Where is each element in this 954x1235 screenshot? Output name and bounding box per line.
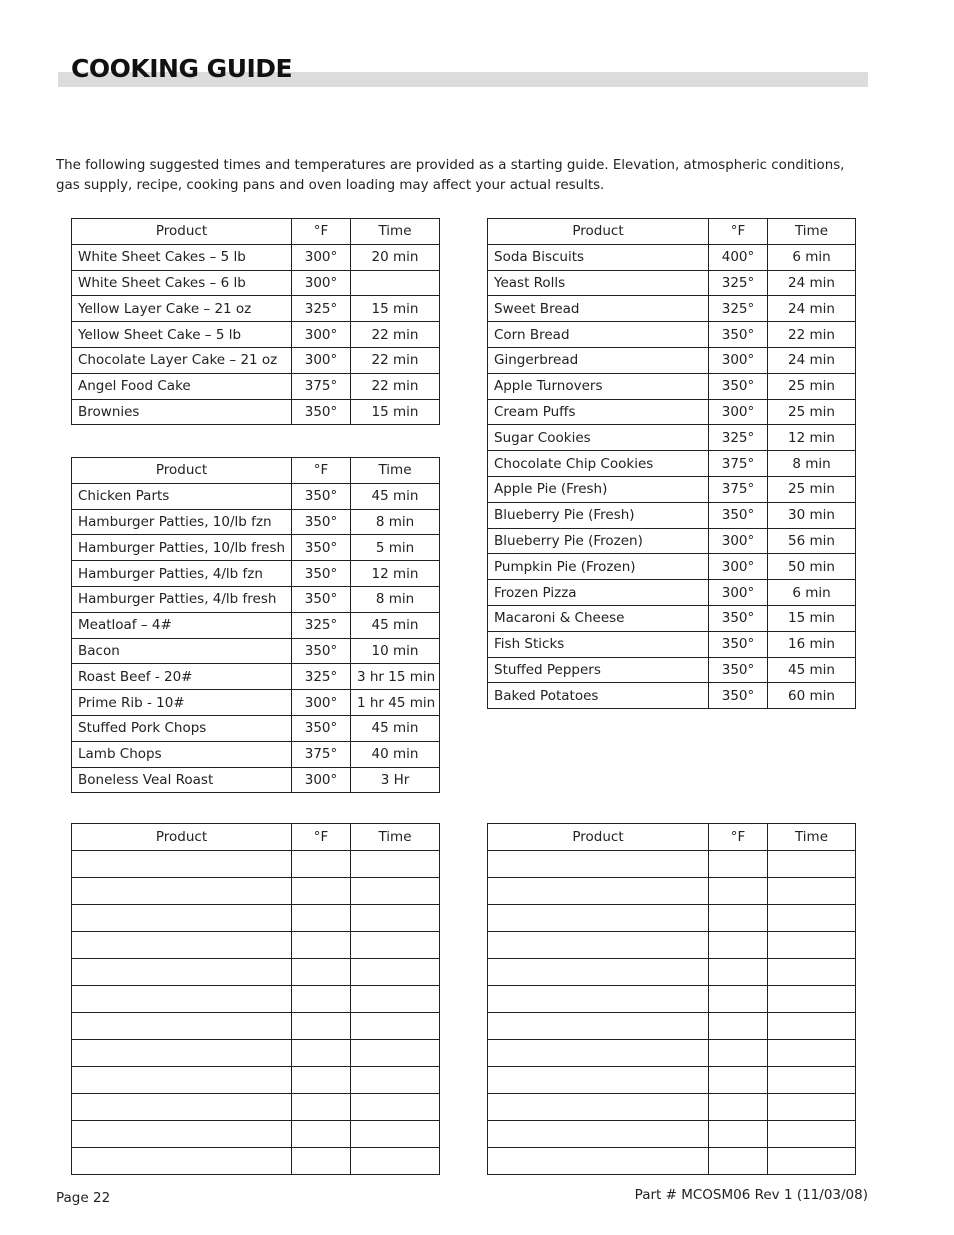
- temperature-cell: [292, 851, 351, 878]
- product-header: Product: [488, 824, 709, 851]
- time-cell: [351, 878, 440, 905]
- product-cell: White Sheet Cakes – 6 lb: [72, 270, 292, 296]
- table-row: [72, 690, 440, 716]
- temperature-cell: [292, 1040, 351, 1067]
- product-cell: Yellow Layer Cake – 21 oz: [72, 296, 292, 322]
- table-row: [488, 347, 856, 373]
- temperature-cell: 325°: [292, 612, 351, 638]
- time-header: Time: [351, 824, 440, 851]
- table-row: [488, 296, 856, 322]
- time-cell: [351, 270, 440, 296]
- time-cell: [351, 1121, 440, 1148]
- product-cell: Hamburger Patties, 4/lb fzn: [72, 561, 292, 587]
- product-cell: [72, 905, 292, 932]
- time-header: Time: [351, 219, 440, 245]
- table-row: [488, 1094, 856, 1121]
- product-cell: [72, 878, 292, 905]
- part-number: Part # MCOSM06 Rev 1 (11/03/08): [634, 1187, 868, 1203]
- table-row: [488, 878, 856, 905]
- table-row: [72, 715, 440, 741]
- temperature-cell: 300°: [292, 767, 351, 793]
- product-cell: Boneless Veal Roast: [72, 767, 292, 793]
- product-cell: [72, 1121, 292, 1148]
- temperature-cell: 375°: [709, 476, 768, 502]
- table-row: [488, 580, 856, 606]
- time-cell: 45 min: [351, 612, 440, 638]
- product-cell: Hamburger Patties, 4/lb fresh: [72, 586, 292, 612]
- temperature-cell: [292, 986, 351, 1013]
- product-cell: [488, 878, 709, 905]
- table-row: [72, 1067, 440, 1094]
- table-row: [72, 561, 440, 587]
- time-cell: 45 min: [351, 715, 440, 741]
- temperature-cell: 350°: [292, 483, 351, 509]
- product-cell: Blueberry Pie (Fresh): [488, 502, 709, 528]
- temperature-cell: 300°: [292, 270, 351, 296]
- time-cell: [351, 1094, 440, 1121]
- product-cell: Roast Beef - 20#: [72, 664, 292, 690]
- table-row: [72, 586, 440, 612]
- time-cell: 22 min: [351, 347, 440, 373]
- table-row: [72, 399, 440, 425]
- product-cell: [488, 1040, 709, 1067]
- table-row: [72, 535, 440, 561]
- temperature-cell: 350°: [292, 586, 351, 612]
- time-cell: [351, 851, 440, 878]
- time-cell: 22 min: [351, 322, 440, 348]
- time-cell: [768, 1148, 856, 1175]
- time-cell: [351, 986, 440, 1013]
- product-cell: Baked Potatoes: [488, 683, 709, 709]
- temperature-cell: [292, 932, 351, 959]
- product-cell: [488, 959, 709, 986]
- product-cell: [72, 1148, 292, 1175]
- product-cell: Brownies: [72, 399, 292, 425]
- temperature-cell: 350°: [292, 509, 351, 535]
- time-cell: [768, 905, 856, 932]
- temperature-cell: 300°: [709, 554, 768, 580]
- temperature-cell: [709, 1148, 768, 1175]
- table-row: [72, 932, 440, 959]
- table-row: [488, 244, 856, 270]
- product-cell: Yellow Sheet Cake – 5 lb: [72, 322, 292, 348]
- temperature-cell: [709, 932, 768, 959]
- time-cell: [351, 959, 440, 986]
- time-cell: 12 min: [351, 561, 440, 587]
- table-row: [488, 1148, 856, 1175]
- table-row: [72, 1148, 440, 1175]
- time-cell: 24 min: [768, 347, 856, 373]
- time-cell: 3 hr 15 min: [351, 664, 440, 690]
- temperature-cell: 300°: [292, 347, 351, 373]
- time-cell: [768, 1067, 856, 1094]
- table-row: [72, 1121, 440, 1148]
- table-row: [72, 664, 440, 690]
- page-number: Page 22: [56, 1190, 111, 1206]
- time-cell: 22 min: [351, 373, 440, 399]
- time-cell: [351, 1013, 440, 1040]
- time-cell: 25 min: [768, 373, 856, 399]
- temperature-cell: 350°: [709, 502, 768, 528]
- temperature-cell: [709, 878, 768, 905]
- temperature-cell: [292, 959, 351, 986]
- temperature-cell: [709, 905, 768, 932]
- table-row: [72, 373, 440, 399]
- product-cell: Yeast Rolls: [488, 270, 709, 296]
- time-cell: 56 min: [768, 528, 856, 554]
- table-row: [488, 322, 856, 348]
- product-cell: [72, 959, 292, 986]
- time-cell: [351, 1040, 440, 1067]
- table-row: [488, 554, 856, 580]
- table-row: [72, 638, 440, 664]
- temperature-cell: 300°: [292, 322, 351, 348]
- table-row: [72, 1013, 440, 1040]
- product-cell: Corn Bread: [488, 322, 709, 348]
- product-cell: Hamburger Patties, 10/lb fzn: [72, 509, 292, 535]
- product-cell: Soda Biscuits: [488, 244, 709, 270]
- product-cell: [488, 1094, 709, 1121]
- product-cell: [488, 932, 709, 959]
- table-row: [488, 851, 856, 878]
- product-cell: [488, 1013, 709, 1040]
- temperature-cell: 325°: [709, 425, 768, 451]
- time-header: Time: [768, 824, 856, 851]
- table-row: [488, 373, 856, 399]
- table-row: [72, 322, 440, 348]
- product-cell: Meatloaf – 4#: [72, 612, 292, 638]
- time-cell: 16 min: [768, 631, 856, 657]
- table-row: [72, 851, 440, 878]
- temperature-cell: [292, 905, 351, 932]
- product-cell: Chocolate Layer Cake – 21 oz: [72, 347, 292, 373]
- table-row: [488, 657, 856, 683]
- time-cell: [768, 1094, 856, 1121]
- temperature-cell: 375°: [292, 741, 351, 767]
- time-cell: [351, 905, 440, 932]
- temperature-cell: 300°: [292, 690, 351, 716]
- product-cell: Chocolate Chip Cookies: [488, 451, 709, 477]
- table-row: [72, 959, 440, 986]
- product-cell: Angel Food Cake: [72, 373, 292, 399]
- product-cell: Pumpkin Pie (Frozen): [488, 554, 709, 580]
- table-row: [488, 683, 856, 709]
- time-cell: 15 min: [351, 296, 440, 322]
- time-cell: [768, 932, 856, 959]
- table-row: [72, 270, 440, 296]
- table-row: [72, 296, 440, 322]
- temperature-header: °F: [292, 219, 351, 245]
- table-row: [488, 631, 856, 657]
- blank-table-left: [71, 823, 440, 1175]
- temperature-cell: 350°: [709, 631, 768, 657]
- temperature-cell: [709, 1094, 768, 1121]
- product-cell: Macaroni & Cheese: [488, 605, 709, 631]
- time-cell: 25 min: [768, 399, 856, 425]
- temperature-cell: 300°: [709, 399, 768, 425]
- intro-paragraph: The following suggested times and temperatures are provided as a starting guide. Elevation, atmospheric conditions, gas supply, recipe, cooking pans and oven loading may affect your actual results.: [56, 158, 845, 193]
- table-row: [72, 878, 440, 905]
- product-cell: Prime Rib - 10#: [72, 690, 292, 716]
- table-header-row: [488, 824, 856, 851]
- temperature-cell: [709, 1067, 768, 1094]
- product-cell: Chicken Parts: [72, 483, 292, 509]
- temperature-cell: [292, 1013, 351, 1040]
- time-cell: 30 min: [768, 502, 856, 528]
- time-cell: [768, 1040, 856, 1067]
- product-cell: Apple Turnovers: [488, 373, 709, 399]
- time-cell: [768, 851, 856, 878]
- temperature-cell: [292, 1121, 351, 1148]
- time-cell: 50 min: [768, 554, 856, 580]
- product-cell: Stuffed Pork Chops: [72, 715, 292, 741]
- product-cell: [72, 986, 292, 1013]
- time-cell: 20 min: [351, 244, 440, 270]
- temperature-cell: 375°: [709, 451, 768, 477]
- product-cell: [72, 1094, 292, 1121]
- product-cell: Frozen Pizza: [488, 580, 709, 606]
- table-row: [72, 905, 440, 932]
- temperature-cell: [292, 878, 351, 905]
- product-cell: [72, 1013, 292, 1040]
- product-cell: Apple Pie (Fresh): [488, 476, 709, 502]
- time-header: Time: [351, 458, 440, 484]
- temperature-cell: 350°: [292, 561, 351, 587]
- table-row: [488, 476, 856, 502]
- time-cell: [768, 1121, 856, 1148]
- temperature-cell: 325°: [292, 296, 351, 322]
- time-cell: 8 min: [768, 451, 856, 477]
- product-cell: Bacon: [72, 638, 292, 664]
- table-row: [488, 905, 856, 932]
- table-row: [488, 986, 856, 1013]
- table-row: [72, 244, 440, 270]
- temperature-cell: 300°: [709, 580, 768, 606]
- temperature-header: °F: [292, 824, 351, 851]
- temperature-cell: [709, 851, 768, 878]
- time-cell: 15 min: [768, 605, 856, 631]
- temperature-cell: 350°: [709, 605, 768, 631]
- temperature-cell: [292, 1094, 351, 1121]
- table-row: [488, 932, 856, 959]
- product-header: Product: [72, 458, 292, 484]
- product-cell: Blueberry Pie (Frozen): [488, 528, 709, 554]
- time-cell: 40 min: [351, 741, 440, 767]
- temperature-header: °F: [709, 824, 768, 851]
- product-header: Product: [72, 824, 292, 851]
- time-header: Time: [768, 219, 856, 245]
- time-cell: 15 min: [351, 399, 440, 425]
- product-cell: [488, 905, 709, 932]
- time-cell: 24 min: [768, 296, 856, 322]
- table-row: [72, 612, 440, 638]
- product-cell: [488, 1148, 709, 1175]
- table-row: [72, 986, 440, 1013]
- product-cell: [72, 851, 292, 878]
- product-cell: Sweet Bread: [488, 296, 709, 322]
- table-row: [488, 425, 856, 451]
- temperature-cell: 350°: [292, 399, 351, 425]
- table-row: [488, 605, 856, 631]
- temperature-cell: 350°: [292, 535, 351, 561]
- time-cell: 10 min: [351, 638, 440, 664]
- cakes-table: [71, 218, 440, 425]
- time-cell: [351, 932, 440, 959]
- table-row: [488, 1040, 856, 1067]
- time-cell: 6 min: [768, 244, 856, 270]
- table-row: [488, 1067, 856, 1094]
- time-cell: 45 min: [768, 657, 856, 683]
- temperature-header: °F: [292, 458, 351, 484]
- temperature-cell: [709, 986, 768, 1013]
- table-row: [72, 1040, 440, 1067]
- table-row: [488, 502, 856, 528]
- table-row: [72, 1094, 440, 1121]
- product-cell: Lamb Chops: [72, 741, 292, 767]
- temperature-header: °F: [709, 219, 768, 245]
- product-cell: Fish Sticks: [488, 631, 709, 657]
- temperature-cell: 350°: [709, 683, 768, 709]
- time-cell: 5 min: [351, 535, 440, 561]
- blank-table-right: [487, 823, 856, 1175]
- time-cell: [768, 1013, 856, 1040]
- baked-goods-table: [487, 218, 856, 709]
- product-cell: [72, 932, 292, 959]
- product-header: Product: [72, 219, 292, 245]
- table-row: [72, 767, 440, 793]
- time-cell: 8 min: [351, 509, 440, 535]
- product-cell: [488, 1067, 709, 1094]
- meats-table: [71, 457, 440, 793]
- table-row: [488, 399, 856, 425]
- table-row: [488, 270, 856, 296]
- product-cell: [488, 851, 709, 878]
- page-title: COOKING GUIDE: [71, 54, 293, 83]
- table-row: [72, 483, 440, 509]
- temperature-cell: 350°: [292, 715, 351, 741]
- temperature-cell: 350°: [709, 322, 768, 348]
- temperature-cell: 325°: [709, 296, 768, 322]
- temperature-cell: 300°: [292, 244, 351, 270]
- time-cell: 6 min: [768, 580, 856, 606]
- product-cell: Gingerbread: [488, 347, 709, 373]
- time-cell: [768, 986, 856, 1013]
- time-cell: 1 hr 45 min: [351, 690, 440, 716]
- temperature-cell: 375°: [292, 373, 351, 399]
- time-cell: 45 min: [351, 483, 440, 509]
- temperature-cell: 350°: [709, 373, 768, 399]
- time-cell: [351, 1067, 440, 1094]
- table-row: [72, 347, 440, 373]
- time-cell: [768, 959, 856, 986]
- table-row: [72, 509, 440, 535]
- product-cell: Hamburger Patties, 10/lb fresh: [72, 535, 292, 561]
- time-cell: 25 min: [768, 476, 856, 502]
- time-cell: 8 min: [351, 586, 440, 612]
- table-row: [488, 1121, 856, 1148]
- time-cell: 24 min: [768, 270, 856, 296]
- product-cell: [72, 1067, 292, 1094]
- time-cell: 60 min: [768, 683, 856, 709]
- temperature-cell: 300°: [709, 528, 768, 554]
- temperature-cell: [709, 1040, 768, 1067]
- product-cell: [488, 986, 709, 1013]
- time-cell: [351, 1148, 440, 1175]
- product-header: Product: [488, 219, 709, 245]
- temperature-cell: [709, 1121, 768, 1148]
- table-header-row: [488, 219, 856, 245]
- temperature-cell: [709, 1013, 768, 1040]
- product-cell: [72, 1040, 292, 1067]
- table-row: [488, 528, 856, 554]
- table-row: [488, 1013, 856, 1040]
- temperature-cell: 350°: [292, 638, 351, 664]
- product-cell: Sugar Cookies: [488, 425, 709, 451]
- temperature-cell: 325°: [709, 270, 768, 296]
- table-header-row: [72, 458, 440, 484]
- temperature-cell: 350°: [709, 657, 768, 683]
- table-header-row: [72, 824, 440, 851]
- product-cell: Cream Puffs: [488, 399, 709, 425]
- product-cell: White Sheet Cakes – 5 lb: [72, 244, 292, 270]
- time-cell: [768, 878, 856, 905]
- product-cell: [488, 1121, 709, 1148]
- temperature-cell: [709, 959, 768, 986]
- temperature-cell: 400°: [709, 244, 768, 270]
- product-cell: Stuffed Peppers: [488, 657, 709, 683]
- table-row: [488, 451, 856, 477]
- temperature-cell: 325°: [292, 664, 351, 690]
- temperature-cell: [292, 1148, 351, 1175]
- table-row: [72, 741, 440, 767]
- time-cell: 22 min: [768, 322, 856, 348]
- temperature-cell: [292, 1067, 351, 1094]
- time-cell: 12 min: [768, 425, 856, 451]
- table-header-row: [72, 219, 440, 245]
- temperature-cell: 300°: [709, 347, 768, 373]
- time-cell: 3 Hr: [351, 767, 440, 793]
- table-row: [488, 959, 856, 986]
